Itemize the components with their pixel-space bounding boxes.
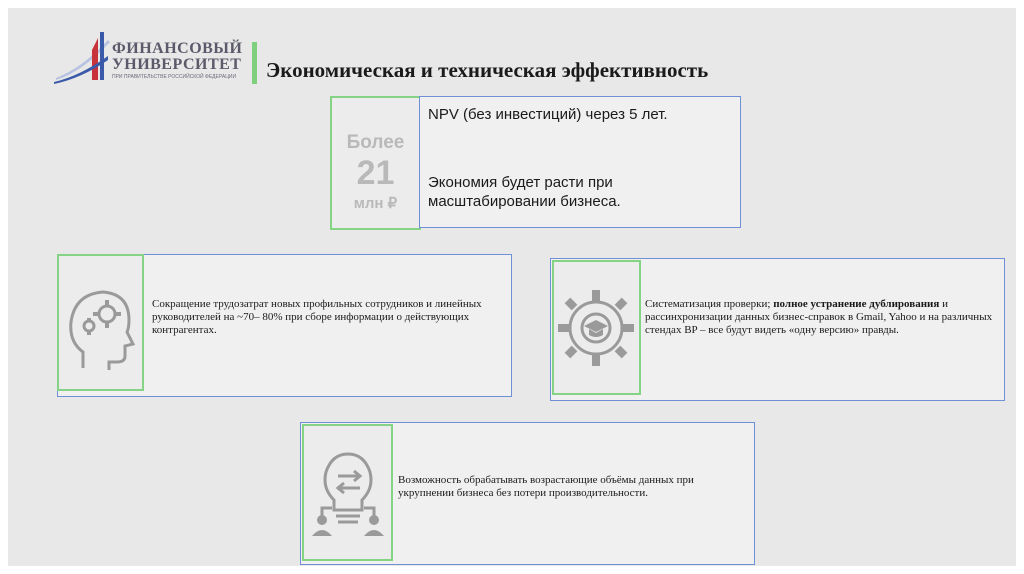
- head-gears-icon: [59, 256, 142, 389]
- stat-unit: млн ₽: [353, 195, 398, 212]
- npv-card: [419, 96, 741, 228]
- card-icon-panel: [552, 260, 641, 395]
- stat-panel: [330, 96, 421, 230]
- card-text-scalability: Возможность обрабатывать возрастающие объёмы данных при укрупнении бизнеса без потери производительности.: [398, 474, 694, 499]
- logo-text-line3: ПРИ ПРАВИТЕЛЬСТВЕ РОССИЙСКОЙ ФЕДЕРАЦИИ: [112, 74, 237, 80]
- lightbulb-exchange-icon: [304, 426, 391, 559]
- card-text-labor: Сокращение трудозатрат новых профильных сотрудников и линейных руководителей на ~70– 80% при сборе информации о действующих контрагентах.: [152, 298, 482, 336]
- logo-emblem-icon: [52, 30, 112, 86]
- card-icon-panel: [57, 254, 144, 391]
- stat-number: 21: [356, 154, 395, 192]
- stat-prefix: Более: [346, 132, 405, 153]
- logo-text-line1: ФИНАНСОВЫЙ: [112, 40, 243, 57]
- slide-title: Экономическая и техническая эффективность: [266, 58, 709, 82]
- logo-text-line2: УНИВЕРСИТЕТ: [112, 56, 242, 73]
- title-accent-bar: [252, 42, 257, 84]
- card-icon-panel: [302, 424, 393, 561]
- university-logo: [52, 30, 243, 86]
- npv-text: NPV (без инвестиций) через 5 лет.: [428, 106, 668, 123]
- card-text-systematization: Систематизация проверки; полное устранение дублирования и рассинхронизации данных бизнес-справок в Gmail, Yahoo и на различных стендах BP – все будут видеть «одну версию» правды.: [645, 298, 993, 336]
- emphasis-text: полное устранение дублирования: [773, 298, 940, 310]
- gear-graduation-cap-icon: [554, 262, 639, 393]
- savings-text: Экономия будет расти при масштабировании бизнеса.: [428, 174, 621, 210]
